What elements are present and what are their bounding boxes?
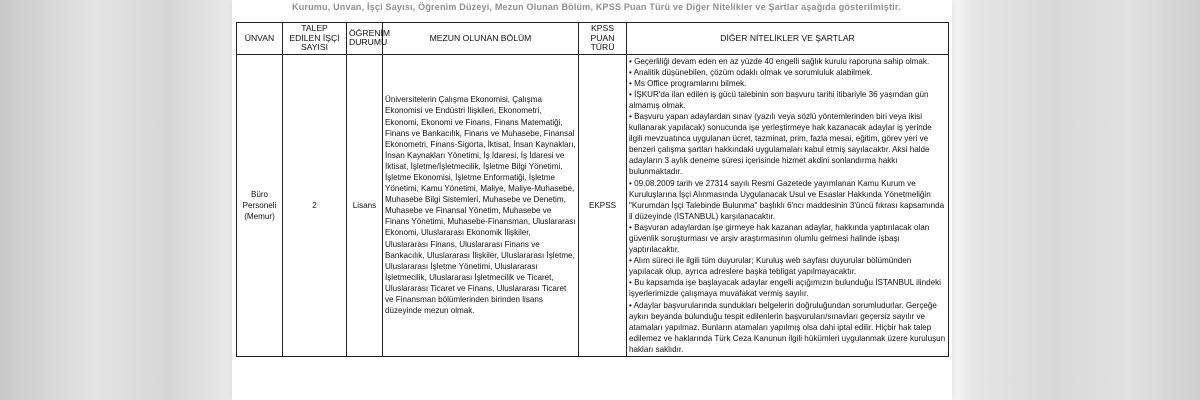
cell-kpss: EKPSS — [579, 54, 627, 357]
requirement-item: • Başvuran adaylardan işe girmeye hak kazanan adaylar, hakkında yaptırılacak olan güvenlik soruşturması ve arşiv araştırmasının olumlu gelmesi halinde işbaşı yaptırılacaktır. — [629, 222, 930, 255]
requirement-item: • Başvuru yapan adaylardan sınav (yazılı veya sözlü yöntemlerinden biri veya ikisi kullanarak yapılacak) sonucunda işe yerleştirmeye hak kazanacak adaylar iş yerinde ilgili mevzuatınca uygulanan ücret, tazminat, prim, fazla mesai, eğitim, görev yeri ve benzeri çalışma şartları hakkındaki uygulamaları kabul etmiş sayılacaktır. Aksi halde adayların 3 aylık deneme süresi içerisinde hizmet akdini sonlandırma hakkı bulunmaktadır. — [629, 111, 932, 177]
header-bolum: MEZUN OLUNAN BÖLÜM — [383, 23, 579, 55]
header-kpss: KPSS PUAN TÜRÜ — [579, 23, 627, 55]
job-listing-table — [236, 22, 949, 357]
requirement-item: • Analitik düşünebilen, çözüm odaklı olmak ve sorumluluk alabilmek. — [629, 67, 873, 77]
cell-bolum: Üniversitelerin Çalışma Ekonomisi, Çalışma Ekonomisi ve Endüstri İlişkileri, Ekonometri, Ekonomi, Ekonomi ve Finans, Finans Matematiği, Finans ve Bankacılık, Finans ve Muhasebe, Finansal Ekonometri, Finans-Sigorta, İktisat, İnsan Kaynakları, İnsan Kaynakları Yönetimi, İş İdaresi, İş İdaresi ve İktisat, İşletme/İşletmecilik, İşletme Bilgi Yönetimi, İşletme Ekonomisi, İşletme Enformatiği, İşletme Yönetimi, Kamu Yönetimi, Maliye, Maliye-Muhasebe, Muhasebe Bilgi Sistemleri, Muhasebe ve Denetim, Muhasebe ve Finansal Yönetim, Muhasebe ve Finans Yönetimi, Muhasebe-Finansman, Uluslararası Ekonomi, Uluslararası Ekonomik İlişkiler, Uluslararası Finans, Uluslararası Finans ve Bankacılık, Uluslararası İlişkiler, Uluslararası İşletme, Uluslararası İşletme Yönetimi, Uluslararası İşletmecilik, Uluslararası İşletmecilik ve Ticaret, Uluslararası Ticaret ve Finans, Uluslararası Ticaret ve Finansman bölümlerinden birinden lisans düzeyinde mezun olmak. — [383, 54, 579, 357]
cell-talep: 2 — [283, 54, 347, 357]
table-header-row — [237, 23, 949, 55]
requirement-item: • Ms Office programlarını bilmek. — [629, 78, 747, 88]
requirement-item: • Alım süreci ile ilgili tüm duyurular; Kuruluş web sayfası duyurular bölümünden yapılacak olup, ayrıca adreslere başka tebligat yapılmayacaktır. — [629, 256, 912, 277]
header-line: Kurumu, Unvan, İşçi Sayısı, Öğrenim Düzeyi, Mezun Olunan Bölüm, KPSS Puan Türü ve Diğer Nitelikler ve Şartlar aşağıda gösterilmiştir. — [292, 2, 901, 12]
cell-diger — [627, 54, 949, 357]
requirement-item: • 09.08.2009 tarih ve 27314 sayılı Resmi Gazetede yayımlanan Kamu Kurum ve Kuruluşlarına İşçi Alınmasında Uygulanacak Usul ve Esaslar Hakkında Yönetmeliğin "Kurumdan İşçi Talebinde Bulunma" başlıklı 6'ncı maddesinin 3'üncü fıkrası kapsamında il düzeyinde (İSTANBUL) karşılanacaktır. — [629, 178, 945, 221]
header-unvan: ÜNVAN — [237, 23, 283, 55]
requirement-item: • İŞKUR'da ilan edilen iş gücü talebinin son başvuru tarihi itibariyle 36 yaşından gün almamış olmak. — [629, 89, 929, 110]
header-diger: DİĞER NİTELİKLER VE ŞARTLAR — [627, 23, 949, 55]
table-row — [237, 54, 949, 357]
document-page — [232, 0, 952, 400]
header-ogrenim: ÖĞRENİM DURUMU — [347, 23, 383, 55]
requirement-item: • Geçerliliği devam eden en az yüzde 40 engelli sağlık kurulu raporuna sahip olmak. — [629, 56, 930, 66]
requirement-item: • Bu kapsamda işe başlayacak adaylar engelli açığımızın bulunduğu İSTANBUL ilindeki işyerlerimizde çalışmaya muvafakat vermiş sayılır. — [629, 278, 941, 299]
requirement-item: • Adaylar başvurularında sundukları belgelerin doğruluğundan sorumludurlar. Gerçeğe aykırı beyanda bulunduğu tespit edilenlerin başvuruları/sınavları geçersiz sayılır ve atamaları yapılmaz. Bunların atamaları yapılmış olsa dahi iptal edilir. Hiçbir hak talep edilemez ve haklarında Türk Ceza Kanunun ilgili hükümleri uygulanmak üzere kuruluşun hakları saklıdır. — [629, 300, 946, 354]
cell-unvan: Büro Personeli (Memur) — [237, 54, 283, 357]
cell-ogrenim: Lisans — [347, 54, 383, 357]
header-talep: TALEP EDİLEN İŞÇİ SAYISI — [283, 23, 347, 55]
